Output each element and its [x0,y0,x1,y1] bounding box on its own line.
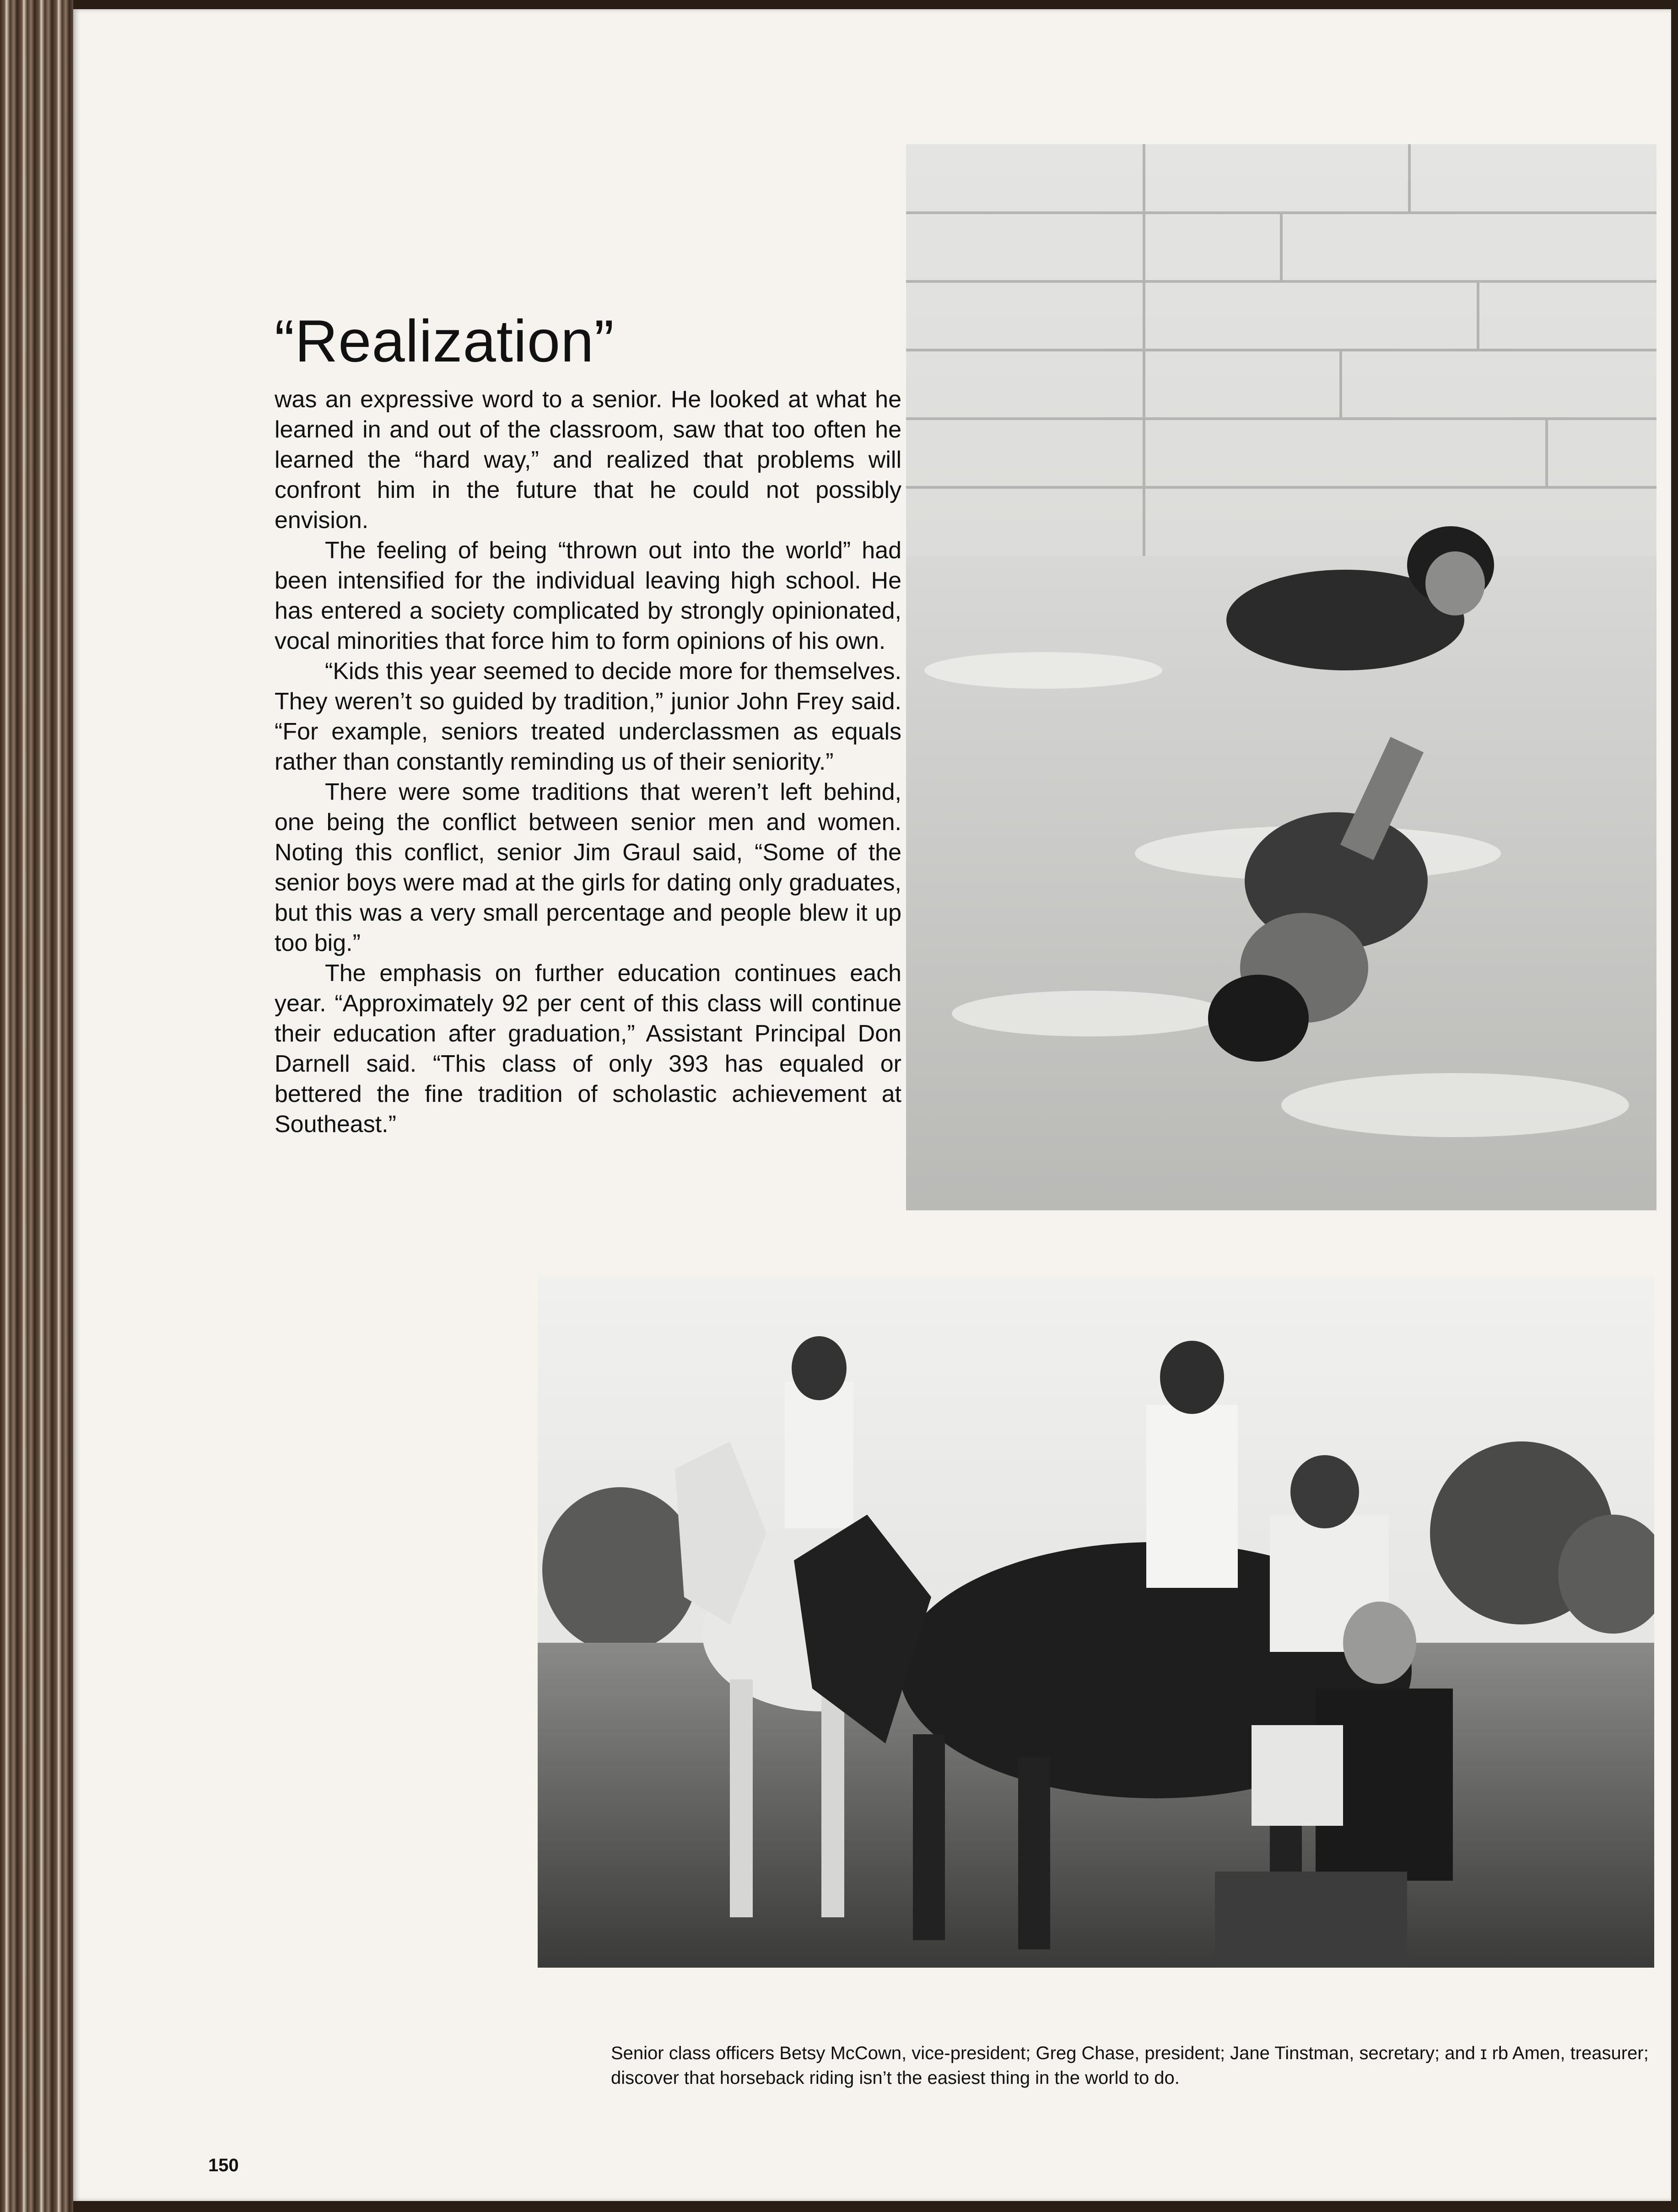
article-paragraph: “Kids this year seemed to decide more for themselves. They weren’t so guided by tradition,” junior John Frey said. “For example, seniors treated underclassmen as equals rather than constantly reminding us of their seniority.” [275,658,901,775]
horseback-photo [538,1277,1654,1968]
photo-caption: Senior class officers Betsy McCown, vice-president; Greg Chase, president; Jane Tinstman, secretary; and ɪ rb Amen, treasurer; discover that horseback riding isn’t the easiest thing in the world to do. [611,2043,1649,2088]
article-paragraph: The emphasis on further education continues each year. “Approximately 92 per cent of this class will continue their education after graduation,” Assistant Principal Don Darnell said. “This class of only 393 has equaled or bettered the fine tradition of scholastic achievement at Southeast.” [275,960,901,1138]
swimming-photo [906,144,1656,1210]
article-paragraph: The feeling of being “thrown out into the world” had been intensified for the individual leaving high school. He has entered a society complicated by strongly opinionated, vocal minorities that force him to form opinions of his own. [275,537,901,654]
article-body [275,384,901,1139]
article-paragraph: was an expressive word to a senior. He looked at what he learned in and out of the classroom, saw that too often he learned the “hard way,” and realized that problems will confront him in the future that he could not possibly envision. [275,386,901,534]
article-paragraph: There were some traditions that weren’t left behind, one being the conflict between senior men and women. Noting this conflict, senior Jim Graul said, “Some of the senior boys were mad at the girls for dating only graduates, but this was a very small percentage and people blew it up too big.” [275,779,901,956]
article-heading: “Realization” [275,308,615,374]
page-number: 150 [208,2155,239,2175]
yearbook-page [73,9,1671,2201]
book-spine-edge [0,0,73,2212]
